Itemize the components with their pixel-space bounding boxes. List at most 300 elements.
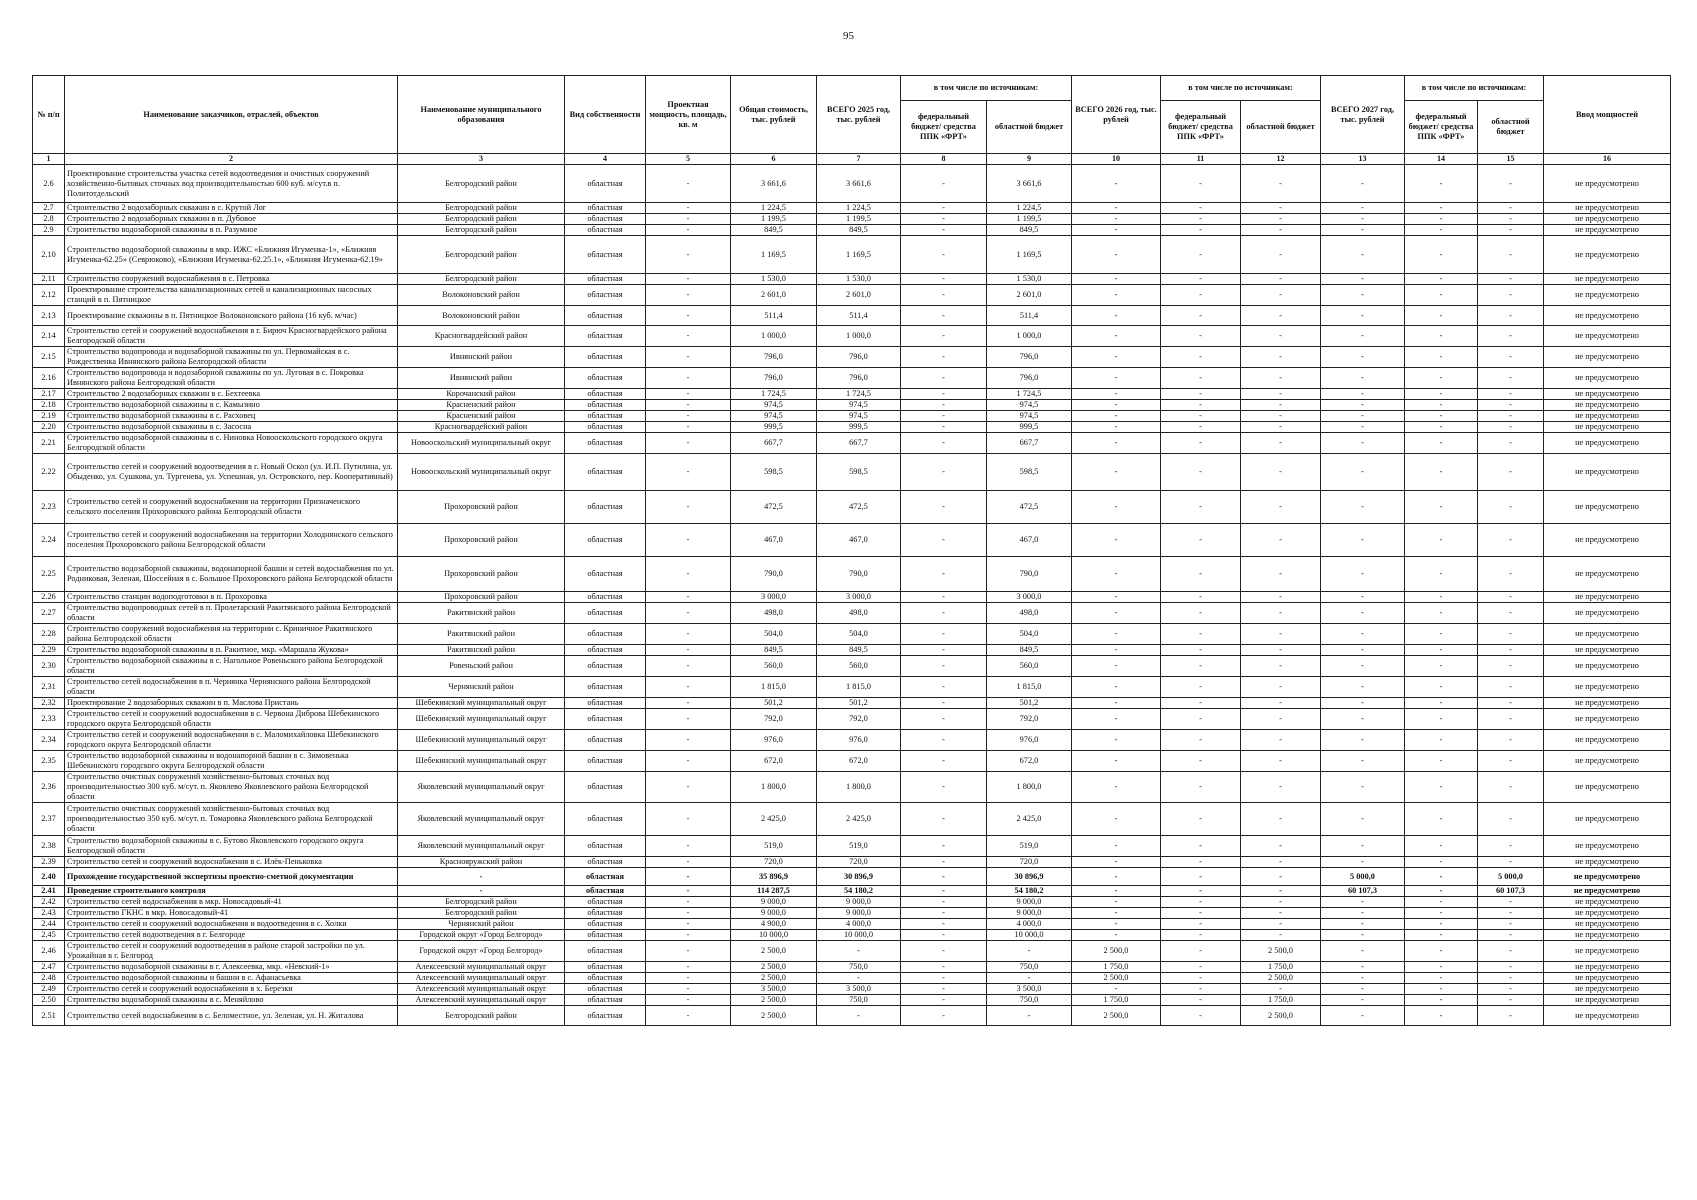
table-row xyxy=(33,400,1671,411)
capacity: - xyxy=(646,709,731,730)
col-number: 14 xyxy=(1405,154,1478,165)
ownership-type: областная xyxy=(565,433,646,454)
regional-2027: - xyxy=(1478,645,1544,656)
regional-2027: - xyxy=(1478,274,1544,285)
header-regional-2027: областной бюджет xyxy=(1478,101,1544,154)
capacity: - xyxy=(646,868,731,886)
row-number: 2.43 xyxy=(33,908,65,919)
federal-2026: - xyxy=(1161,203,1241,214)
ownership-type: областная xyxy=(565,422,646,433)
header-name: Наименование заказчиков, отраслей, объектов xyxy=(65,76,398,154)
regional-2026: - xyxy=(1241,389,1321,400)
object-name: Прохождение государственной экспертизы проектно-сметной документации xyxy=(65,868,398,886)
regional-2026: - xyxy=(1241,491,1321,524)
ownership-type: областная xyxy=(565,857,646,868)
total-2026: - xyxy=(1072,422,1161,433)
total-2025: 667,7 xyxy=(817,433,901,454)
total-2026: - xyxy=(1072,645,1161,656)
federal-2027: - xyxy=(1405,165,1478,203)
header-municipality: Наименование муниципального образования xyxy=(398,76,565,154)
regional-2025: 792,0 xyxy=(987,709,1072,730)
federal-2026: - xyxy=(1161,400,1241,411)
federal-2026: - xyxy=(1161,236,1241,274)
total-2025: 1 815,0 xyxy=(817,677,901,698)
regional-2027: - xyxy=(1478,698,1544,709)
total-2025: 849,5 xyxy=(817,225,901,236)
col-number: 2 xyxy=(65,154,398,165)
municipality: Белгородский район xyxy=(398,203,565,214)
object-name: Строительство сетей водоотведения в г. Белгороде xyxy=(65,930,398,941)
row-number: 2.34 xyxy=(33,730,65,751)
total-2025: 796,0 xyxy=(817,368,901,389)
federal-2025: - xyxy=(901,772,987,803)
regional-2025: 999,5 xyxy=(987,422,1072,433)
total-2027: - xyxy=(1321,165,1405,203)
total-2025: 792,0 xyxy=(817,709,901,730)
capacity: - xyxy=(646,214,731,225)
table-row xyxy=(33,677,1671,698)
federal-2026: - xyxy=(1161,433,1241,454)
table-row xyxy=(33,962,1671,973)
table-row xyxy=(33,941,1671,962)
ownership-type: областная xyxy=(565,984,646,995)
row-number: 2.35 xyxy=(33,751,65,772)
header-ownership: Вид собственности xyxy=(565,76,646,154)
row-number: 2.38 xyxy=(33,836,65,857)
municipality: Прохоровский район xyxy=(398,592,565,603)
ownership-type: областная xyxy=(565,524,646,557)
capacity: - xyxy=(646,347,731,368)
regional-2025: 667,7 xyxy=(987,433,1072,454)
commissioning: не предусмотрено xyxy=(1544,1006,1671,1026)
total-2025: 1 169,5 xyxy=(817,236,901,274)
row-number: 2.37 xyxy=(33,803,65,836)
total-2027: - xyxy=(1321,225,1405,236)
regional-2027: - xyxy=(1478,803,1544,836)
total-cost: 849,5 xyxy=(731,225,817,236)
capacity: - xyxy=(646,389,731,400)
federal-2027: - xyxy=(1405,709,1478,730)
commissioning: не предусмотрено xyxy=(1544,400,1671,411)
federal-2026: - xyxy=(1161,772,1241,803)
federal-2025: - xyxy=(901,557,987,592)
federal-2026: - xyxy=(1161,411,1241,422)
table-row xyxy=(33,603,1671,624)
regional-2025: 1 000,0 xyxy=(987,326,1072,347)
federal-2026: - xyxy=(1161,491,1241,524)
total-2025: 519,0 xyxy=(817,836,901,857)
regional-2026: - xyxy=(1241,225,1321,236)
commissioning: не предусмотрено xyxy=(1544,656,1671,677)
federal-2027: - xyxy=(1405,326,1478,347)
federal-2027: - xyxy=(1405,772,1478,803)
total-cost: 2 500,0 xyxy=(731,941,817,962)
total-2026: - xyxy=(1072,886,1161,897)
ownership-type: областная xyxy=(565,836,646,857)
regional-2025: 2 601,0 xyxy=(987,285,1072,306)
table-row xyxy=(33,274,1671,285)
ownership-type: областная xyxy=(565,347,646,368)
total-cost: 2 425,0 xyxy=(731,803,817,836)
total-2027: 5 000,0 xyxy=(1321,868,1405,886)
commissioning: не предусмотрено xyxy=(1544,698,1671,709)
table-row xyxy=(33,203,1671,214)
federal-2025: - xyxy=(901,730,987,751)
row-number: 2.19 xyxy=(33,411,65,422)
total-2027: - xyxy=(1321,603,1405,624)
total-cost: 10 000,0 xyxy=(731,930,817,941)
municipality: Чернянский район xyxy=(398,677,565,698)
capacity: - xyxy=(646,203,731,214)
federal-2025: - xyxy=(901,422,987,433)
regional-2027: - xyxy=(1478,326,1544,347)
commissioning: не предусмотрено xyxy=(1544,347,1671,368)
table-row xyxy=(33,557,1671,592)
total-2027: - xyxy=(1321,772,1405,803)
total-cost: 1 000,0 xyxy=(731,326,817,347)
capacity: - xyxy=(646,165,731,203)
header-total-2025: ВСЕГО 2025 год, тыс. рублей xyxy=(817,76,901,154)
regional-2027: - xyxy=(1478,677,1544,698)
capacity: - xyxy=(646,984,731,995)
regional-2025: 4 000,0 xyxy=(987,919,1072,930)
total-2026: - xyxy=(1072,677,1161,698)
table-row xyxy=(33,326,1671,347)
commissioning: не предусмотрено xyxy=(1544,214,1671,225)
row-number: 2.13 xyxy=(33,306,65,326)
total-2027: - xyxy=(1321,930,1405,941)
capacity: - xyxy=(646,411,731,422)
commissioning: не предусмотрено xyxy=(1544,908,1671,919)
total-cost: 1 724,5 xyxy=(731,389,817,400)
total-cost: 796,0 xyxy=(731,368,817,389)
federal-2026: - xyxy=(1161,751,1241,772)
capacity: - xyxy=(646,995,731,1006)
regional-2027: - xyxy=(1478,995,1544,1006)
municipality: Новооскольский муниципальный округ xyxy=(398,454,565,491)
regional-2026: - xyxy=(1241,868,1321,886)
regional-2025: 1 224,5 xyxy=(987,203,1072,214)
municipality: Ракитянский район xyxy=(398,624,565,645)
row-number: 2.8 xyxy=(33,214,65,225)
capacity: - xyxy=(646,973,731,984)
header-sources-2026: в том числе по источникам: xyxy=(1161,76,1321,101)
federal-2027: - xyxy=(1405,973,1478,984)
table-row xyxy=(33,709,1671,730)
municipality: Краснояружский район xyxy=(398,857,565,868)
ownership-type: областная xyxy=(565,214,646,225)
federal-2026: - xyxy=(1161,984,1241,995)
regional-2027: - xyxy=(1478,433,1544,454)
regional-2027: - xyxy=(1478,368,1544,389)
total-cost: 519,0 xyxy=(731,836,817,857)
object-name: Строительство сетей водоснабжения в с. Беломестное, ул. Зеленая, ул. Н. Жигалова xyxy=(65,1006,398,1026)
regional-2026: 2 500,0 xyxy=(1241,1006,1321,1026)
capacity: - xyxy=(646,306,731,326)
federal-2026: - xyxy=(1161,225,1241,236)
regional-2026: - xyxy=(1241,592,1321,603)
federal-2027: - xyxy=(1405,411,1478,422)
regional-2027: 60 107,3 xyxy=(1478,886,1544,897)
total-2025: 511,4 xyxy=(817,306,901,326)
federal-2027: - xyxy=(1405,603,1478,624)
regional-2025: 498,0 xyxy=(987,603,1072,624)
ownership-type: областная xyxy=(565,698,646,709)
total-cost: 598,5 xyxy=(731,454,817,491)
federal-2025: - xyxy=(901,886,987,897)
capacity: - xyxy=(646,491,731,524)
row-number: 2.15 xyxy=(33,347,65,368)
total-2027: - xyxy=(1321,368,1405,389)
federal-2026: - xyxy=(1161,973,1241,984)
regional-2027: - xyxy=(1478,751,1544,772)
regional-2025: 3 661,6 xyxy=(987,165,1072,203)
federal-2027: - xyxy=(1405,677,1478,698)
object-name: Строительство водозаборной скважины в с. Расховец xyxy=(65,411,398,422)
table-header xyxy=(33,76,1671,165)
total-2027: - xyxy=(1321,709,1405,730)
regional-2027: - xyxy=(1478,930,1544,941)
table-row xyxy=(33,433,1671,454)
regional-2025: 30 896,9 xyxy=(987,868,1072,886)
commissioning: не предусмотрено xyxy=(1544,857,1671,868)
total-2025: 9 000,0 xyxy=(817,897,901,908)
regional-2025: 9 000,0 xyxy=(987,897,1072,908)
municipality: Ивнянский район xyxy=(398,347,565,368)
total-2026: - xyxy=(1072,919,1161,930)
total-2026: - xyxy=(1072,908,1161,919)
total-2025: 3 000,0 xyxy=(817,592,901,603)
ownership-type: областная xyxy=(565,454,646,491)
commissioning: не предусмотрено xyxy=(1544,941,1671,962)
federal-2026: - xyxy=(1161,624,1241,645)
federal-2026: - xyxy=(1161,347,1241,368)
total-2026: 1 750,0 xyxy=(1072,962,1161,973)
regional-2027: - xyxy=(1478,285,1544,306)
object-name: Строительство сетей и сооружений водоснабжения на территории Холоднянского сельского поселения Прохоровского района Белгородской области xyxy=(65,524,398,557)
header-total-2026: ВСЕГО 2026 год, тыс. рублей xyxy=(1072,76,1161,154)
capacity: - xyxy=(646,836,731,857)
total-cost: 1 199,5 xyxy=(731,214,817,225)
total-2027: - xyxy=(1321,285,1405,306)
federal-2027: - xyxy=(1405,930,1478,941)
col-number: 8 xyxy=(901,154,987,165)
federal-2027: - xyxy=(1405,347,1478,368)
regional-2026: - xyxy=(1241,411,1321,422)
row-number: 2.39 xyxy=(33,857,65,868)
municipality: Шебекинский муниципальный округ xyxy=(398,751,565,772)
total-2025: 9 000,0 xyxy=(817,908,901,919)
total-2025: 672,0 xyxy=(817,751,901,772)
object-name: Строительство сетей и сооружений водоотведения в г. Новый Оскол (ул. И.П. Путилина, ул. Обыденко, ул. Сушкова, ул. Тургенева, ул. Успешная, ул. Островского, пер. Кооперативный) xyxy=(65,454,398,491)
federal-2027: - xyxy=(1405,454,1478,491)
regional-2027: - xyxy=(1478,422,1544,433)
total-2026: 2 500,0 xyxy=(1072,941,1161,962)
federal-2025: - xyxy=(901,214,987,225)
total-cost: 1 800,0 xyxy=(731,772,817,803)
total-2026: - xyxy=(1072,868,1161,886)
federal-2026: - xyxy=(1161,995,1241,1006)
row-number: 2.22 xyxy=(33,454,65,491)
capacity: - xyxy=(646,236,731,274)
federal-2027: - xyxy=(1405,306,1478,326)
ownership-type: областная xyxy=(565,772,646,803)
total-2027: - xyxy=(1321,730,1405,751)
object-name: Строительство водозаборной скважины в с. Меняйлово xyxy=(65,995,398,1006)
regional-2025: 849,5 xyxy=(987,645,1072,656)
federal-2026: - xyxy=(1161,803,1241,836)
federal-2026: - xyxy=(1161,962,1241,973)
regional-2025: 1 800,0 xyxy=(987,772,1072,803)
total-cost: 2 601,0 xyxy=(731,285,817,306)
total-2025: 1 724,5 xyxy=(817,389,901,400)
row-number: 2.27 xyxy=(33,603,65,624)
regional-2025: - xyxy=(987,973,1072,984)
regional-2025: 511,4 xyxy=(987,306,1072,326)
federal-2025: - xyxy=(901,411,987,422)
header-sources-2025: в том числе по источникам: xyxy=(901,76,1072,101)
commissioning: не предусмотрено xyxy=(1544,930,1671,941)
row-number: 2.28 xyxy=(33,624,65,645)
object-name: Строительство водопровода и водозаборной скважины по ул. Первомайская в с. Рождественка Ивнянского района Белгородской области xyxy=(65,347,398,368)
table-row xyxy=(33,214,1671,225)
municipality: Белгородский район xyxy=(398,908,565,919)
regional-2026: - xyxy=(1241,857,1321,868)
capacity: - xyxy=(646,624,731,645)
table-row xyxy=(33,306,1671,326)
regional-2026: - xyxy=(1241,557,1321,592)
commissioning: не предусмотрено xyxy=(1544,836,1671,857)
federal-2026: - xyxy=(1161,886,1241,897)
total-cost: 9 000,0 xyxy=(731,897,817,908)
object-name: Строительство водозаборной скважины в с. Нагольное Ровеньского района Белгородской области xyxy=(65,656,398,677)
federal-2025: - xyxy=(901,962,987,973)
federal-2027: - xyxy=(1405,557,1478,592)
federal-2027: - xyxy=(1405,698,1478,709)
federal-2026: - xyxy=(1161,306,1241,326)
commissioning: не предусмотрено xyxy=(1544,772,1671,803)
header-federal-2026: федеральный бюджет/ средства ППК «ФРТ» xyxy=(1161,101,1241,154)
total-2025: 976,0 xyxy=(817,730,901,751)
table-row xyxy=(33,389,1671,400)
ownership-type: областная xyxy=(565,962,646,973)
federal-2026: - xyxy=(1161,730,1241,751)
object-name: Проектирование строительства участка сетей водоотведения и очистных сооружений хозяйственно-бытовых сточных вод производительностью 600 куб. м/сут.в п. Политотдельский xyxy=(65,165,398,203)
regional-2027: - xyxy=(1478,908,1544,919)
row-number: 2.48 xyxy=(33,973,65,984)
commissioning: не предусмотрено xyxy=(1544,433,1671,454)
total-2025: 10 000,0 xyxy=(817,930,901,941)
ownership-type: областная xyxy=(565,165,646,203)
ownership-type: областная xyxy=(565,592,646,603)
commissioning: не предусмотрено xyxy=(1544,995,1671,1006)
federal-2027: - xyxy=(1405,225,1478,236)
total-cost: 498,0 xyxy=(731,603,817,624)
total-cost: 1 224,5 xyxy=(731,203,817,214)
regional-2025: 472,5 xyxy=(987,491,1072,524)
row-number: 2.16 xyxy=(33,368,65,389)
header-sources-2027: в том числе по источникам: xyxy=(1405,76,1544,101)
regional-2026: - xyxy=(1241,984,1321,995)
federal-2026: - xyxy=(1161,698,1241,709)
table-row xyxy=(33,524,1671,557)
regional-2026: - xyxy=(1241,165,1321,203)
regional-2026: - xyxy=(1241,400,1321,411)
row-number: 2.49 xyxy=(33,984,65,995)
row-number: 2.51 xyxy=(33,1006,65,1026)
municipality: Белгородский район xyxy=(398,897,565,908)
investment-table-container xyxy=(32,75,1670,1026)
total-2026: - xyxy=(1072,772,1161,803)
object-name: Строительство очистных сооружений хозяйственно-бытовых сточных вод производительностью 300 куб. м/сут. п. Яковлево Яковлевского района Белгородской области xyxy=(65,772,398,803)
municipality: Красногвардейский район xyxy=(398,422,565,433)
row-number: 2.32 xyxy=(33,698,65,709)
municipality: Яковлевский муниципальный округ xyxy=(398,836,565,857)
total-2025: - xyxy=(817,1006,901,1026)
capacity: - xyxy=(646,730,731,751)
capacity: - xyxy=(646,603,731,624)
total-2026: - xyxy=(1072,165,1161,203)
regional-2026: 2 500,0 xyxy=(1241,973,1321,984)
capacity: - xyxy=(646,400,731,411)
commissioning: не предусмотрено xyxy=(1544,592,1671,603)
regional-2026: - xyxy=(1241,368,1321,389)
total-2027: - xyxy=(1321,400,1405,411)
municipality: Корочанский район xyxy=(398,389,565,400)
regional-2025: 9 000,0 xyxy=(987,908,1072,919)
federal-2025: - xyxy=(901,165,987,203)
federal-2025: - xyxy=(901,400,987,411)
federal-2025: - xyxy=(901,274,987,285)
total-2025: - xyxy=(817,973,901,984)
capacity: - xyxy=(646,772,731,803)
federal-2026: - xyxy=(1161,897,1241,908)
regional-2026: - xyxy=(1241,772,1321,803)
row-number: 2.21 xyxy=(33,433,65,454)
total-2026: - xyxy=(1072,203,1161,214)
total-2026: - xyxy=(1072,730,1161,751)
municipality: Алексеевский муниципальный округ xyxy=(398,962,565,973)
federal-2026: - xyxy=(1161,709,1241,730)
table-row xyxy=(33,730,1671,751)
table-row xyxy=(33,592,1671,603)
total-2027: - xyxy=(1321,236,1405,274)
federal-2025: - xyxy=(901,868,987,886)
commissioning: не предусмотрено xyxy=(1544,326,1671,347)
regional-2026: - xyxy=(1241,919,1321,930)
total-2026: - xyxy=(1072,857,1161,868)
commissioning: не предусмотрено xyxy=(1544,919,1671,930)
ownership-type: областная xyxy=(565,368,646,389)
federal-2025: - xyxy=(901,709,987,730)
table-row xyxy=(33,347,1671,368)
federal-2026: - xyxy=(1161,165,1241,203)
federal-2027: - xyxy=(1405,886,1478,897)
federal-2027: - xyxy=(1405,803,1478,836)
federal-2026: - xyxy=(1161,326,1241,347)
total-2027: - xyxy=(1321,491,1405,524)
regional-2025: 2 425,0 xyxy=(987,803,1072,836)
ownership-type: областная xyxy=(565,656,646,677)
municipality: Прохоровский район xyxy=(398,491,565,524)
total-2025: 1 000,0 xyxy=(817,326,901,347)
total-2025: 560,0 xyxy=(817,656,901,677)
regional-2027: - xyxy=(1478,919,1544,930)
total-2026: - xyxy=(1072,347,1161,368)
federal-2027: - xyxy=(1405,730,1478,751)
commissioning: не предусмотрено xyxy=(1544,236,1671,274)
ownership-type: областная xyxy=(565,995,646,1006)
